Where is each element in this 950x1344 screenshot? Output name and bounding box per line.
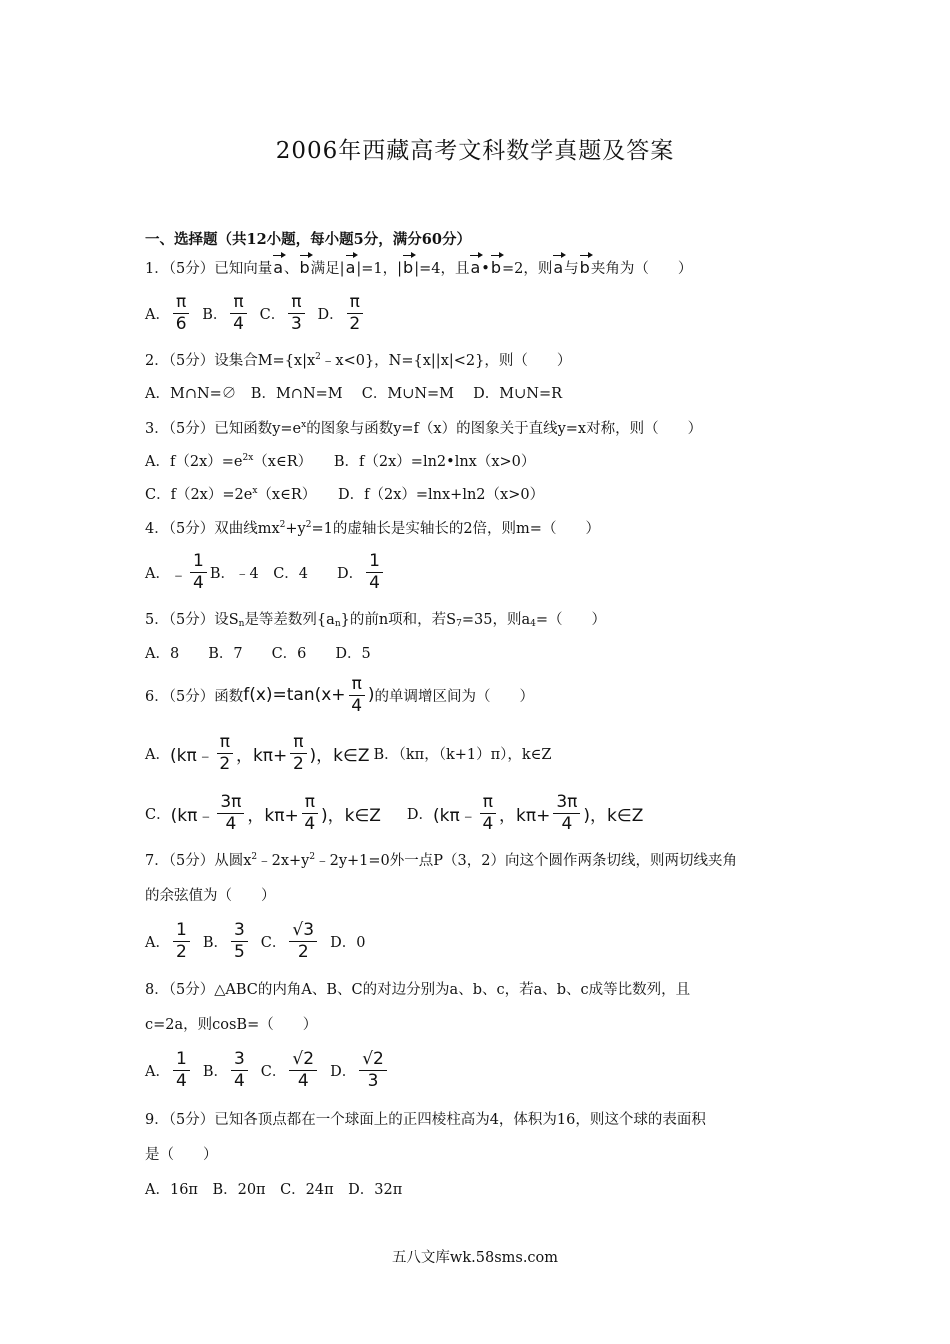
fraction: $\frac{3\pi}{4}$: [553, 793, 580, 834]
question-1: 1．（5分）已知向量a、b满足|a|=1，|b|=4，且a•b=2，则a与b夹角为（ ）: [145, 258, 693, 277]
fraction: $\frac{\pi}{4}$: [349, 675, 365, 716]
fraction: $\frac{\pi}{2}$: [347, 293, 363, 334]
fraction: $\frac{\pi}{6}$: [173, 293, 189, 334]
question-6: 6．（5分）函数 f(x)=tan(x+ $\frac{\pi}{4}$ ) 的单调增区间为（ ）: [145, 673, 534, 716]
fraction: $\frac{√2}{4}$: [289, 1050, 317, 1091]
fraction: $\frac{1}{4}$: [366, 552, 383, 593]
question-5-options: A．8 B．7 C．6 D．5: [145, 646, 371, 662]
question-8-options: A． $\frac{1}{4}$ B． $\frac{3}{4}$ C． $\frac{√2}{4}$ D． $\frac{√2}{3}$: [145, 1048, 390, 1092]
option-a: A． $\frac{\pi}{6}$: [145, 293, 192, 334]
vector-a: a: [273, 258, 284, 277]
fraction: $\frac{3\pi}{4}$: [217, 793, 244, 834]
question-6-options-cd: C． (kπ﹣ $\frac{3\pi}{4}$ ，kπ+ $\frac{\pi}{4}$ )，k∈Z D． (kπ﹣ $\frac{\pi}{4}$ ，kπ+ $\frac{3\pi}{4}$ )，k∈Z: [145, 791, 644, 834]
option-d: D． $\frac{\pi}{2}$: [318, 293, 366, 334]
fraction: $\frac{\pi}{4}$: [480, 793, 496, 834]
footer-watermark: 五八文库wk.58sms.com: [391, 1250, 559, 1266]
question-1-options: [145, 291, 376, 335]
fraction: $\frac{\pi}{4}$: [230, 293, 246, 334]
question-3: 3．（5分）已知函数$y=e^x$的图象与函数y=f（x）的图象关于直线y=x对称，则（ ）: [145, 420, 703, 437]
fraction: $\frac{√2}{3}$: [359, 1050, 387, 1091]
question-7-options: A． $\frac{1}{2}$ B． $\frac{3}{5}$ C． $\frac{√3}{2}$ D．0: [145, 919, 366, 962]
question-2-options: A．M∩N=∅ B．M∩N=M C．M∪N=M D．M∪N=R: [145, 386, 563, 402]
fraction: $\frac{1}{4}$: [173, 1050, 190, 1091]
section-heading: 一、选择题（共12小题，每小题5分，满分60分）: [145, 231, 471, 248]
fraction: $\frac{\pi}{2}$: [217, 733, 233, 774]
fraction: $\frac{\pi}{4}$: [302, 793, 318, 834]
question-2: 2．（5分）设集合$M=\{x|x^2﹣x<0\}$，N={x||x|<2}，则（ ）: [145, 352, 572, 369]
vector-b: b: [579, 258, 590, 277]
question-8: 8．（5分）△ABC的内角A、B、C的对边分别为a、b、c，若a、b、c成等比数列，且: [145, 982, 691, 998]
vector-a: a: [345, 258, 356, 277]
fraction: $\frac{3}{4}$: [231, 1050, 248, 1091]
option-c: C． $\frac{\pi}{3}$: [260, 293, 308, 334]
question-9-line-2: 是（ ）: [145, 1147, 218, 1163]
question-8-line-2: c=2a，则cosB=（ ）: [145, 1017, 318, 1033]
page-title: 2006年西藏高考文科数学真题及答案: [275, 138, 675, 164]
fraction: $\frac{1}{2}$: [173, 921, 190, 962]
question-3-options-cd: C．$f(2x)=2e^x(x\in R)$ D．f（2x）=lnx+ln2（x>0）: [145, 486, 545, 503]
vector-b: b: [403, 258, 414, 277]
question-6-options-ab: A． (kπ﹣ $\frac{\pi}{2}$ ，kπ+ $\frac{\pi}{2}$ )，k∈Z B．（kπ，（k+1）π），k∈Z: [145, 731, 552, 774]
question-7-line-2: 的余弦值为（ ）: [145, 888, 276, 904]
question-9-options: A．16π B．20π C．24π D．32π: [145, 1182, 403, 1198]
fraction: $\frac{1}{4}$: [190, 552, 207, 593]
vector-a: a: [470, 258, 481, 277]
question-7: 7．（5分）从圆$x^2﹣2x+y^2﹣2y+1=0$外一点P（3，2）向这个圆作两条切线，则两切线夹角: [145, 852, 737, 869]
fraction: $\frac{\pi}{3}$: [288, 293, 304, 334]
fraction: $\frac{√3}{2}$: [289, 921, 317, 962]
question-3-options-ab: A．$f(2x)=e^{2x}(x\in R)$ B．f（2x）=ln2•lnx（x>0）: [145, 453, 536, 470]
fraction: $\frac{3}{5}$: [231, 921, 248, 962]
question-4-options: A． ﹣ $\frac{1}{4}$ B．﹣4 C．4 D． $\frac{1}{4}$: [145, 550, 386, 594]
option-b: B． $\frac{\pi}{4}$: [202, 293, 249, 334]
question-9: 9．（5分）已知各顶点都在一个球面上的正四棱柱高为4，体积为16，则这个球的表面积: [145, 1112, 706, 1128]
vector-b: b: [299, 258, 310, 277]
question-4: 4．（5分）双曲线$mx^2+y^2=1$的虚轴长是实轴长的2倍，则m=（ ）: [145, 520, 600, 537]
vector-b: b: [490, 258, 501, 277]
question-5: 5．（5分）设$S_n$是等差数列$\{a_n\}$的前n项和，若$S_7=35$，则$a_4=$（ ）: [145, 612, 606, 629]
fraction: $\frac{\pi}{2}$: [290, 733, 306, 774]
vector-a: a: [553, 258, 564, 277]
